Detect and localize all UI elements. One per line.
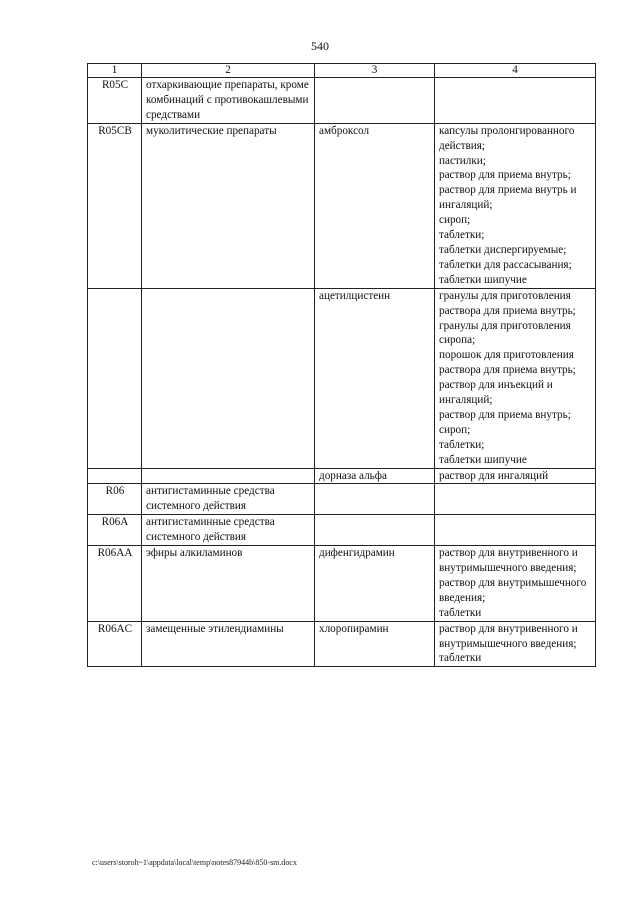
atc-code-cell: R06AA — [88, 546, 142, 622]
column-header: 4 — [435, 64, 596, 78]
group-cell: эфиры алкиламинов — [142, 546, 315, 622]
drug-cell — [315, 484, 435, 515]
forms-cell — [435, 484, 596, 515]
drug-cell: амброксол — [315, 123, 435, 288]
column-header: 3 — [315, 64, 435, 78]
dosage-form-item: таблетки; — [439, 229, 485, 242]
forms-cell — [435, 515, 596, 546]
drug-cell — [315, 515, 435, 546]
column-header: 2 — [142, 64, 315, 78]
atc-code-cell: R06 — [88, 484, 142, 515]
dosage-form-item: таблетки — [439, 652, 482, 665]
table-header-row — [88, 64, 596, 78]
drug-cell — [315, 78, 435, 124]
atc-code-cell: R05CB — [88, 123, 142, 288]
file-path-footer: c:\users\storoh~1\appdata\local\temp\notes87944b\850-sm.docx — [92, 858, 297, 867]
drug-cell: дорназа альфа — [315, 468, 435, 484]
forms-cell — [435, 546, 596, 622]
table-row — [88, 123, 596, 288]
dosage-form-item: пастилки; — [439, 154, 486, 167]
table-row — [88, 78, 596, 124]
drug-table — [87, 63, 596, 667]
atc-code-cell — [88, 468, 142, 484]
drug-cell: дифенгидрамин — [315, 546, 435, 622]
dosage-form-item: гранулы для приготовления сиропа; — [439, 319, 571, 347]
group-cell: антигистаминные средства системного действия — [142, 515, 315, 546]
forms-cell — [435, 123, 596, 288]
dosage-form-item: таблетки диспергируемые; — [439, 243, 567, 256]
dosage-form-item: капсулы пролонгированного действия; — [439, 124, 575, 152]
forms-cell — [435, 468, 596, 484]
atc-code-cell: R06AC — [88, 621, 142, 667]
dosage-form-item: раствор для ингаляций — [439, 469, 549, 482]
dosage-form-item: таблетки для рассасывания; — [439, 258, 572, 271]
group-cell: замещенные этилендиамины — [142, 621, 315, 667]
dosage-form-item: раствор для внутривенного и внутримышечного введения; — [439, 547, 578, 574]
dosage-form-item: таблетки — [439, 606, 482, 619]
forms-cell — [435, 621, 596, 667]
atc-code-cell: R06A — [88, 515, 142, 546]
group-cell — [142, 468, 315, 484]
group-cell: антигистаминные средства системного действия — [142, 484, 315, 515]
table-row — [88, 546, 596, 622]
dosage-form-item: таблетки; — [439, 438, 485, 451]
dosage-form-item: сироп; — [439, 423, 471, 436]
dosage-form-item: порошок для приготовления раствора для приема внутрь; — [439, 349, 576, 377]
dosage-form-item: сироп; — [439, 214, 471, 227]
atc-code-cell: R05C — [88, 78, 142, 124]
drug-cell: ацетилцистеин — [315, 288, 435, 468]
table-row — [88, 484, 596, 515]
table-row — [88, 288, 596, 468]
dosage-form-item: раствор для внутримышечного введения; — [439, 576, 587, 604]
forms-cell — [435, 78, 596, 124]
group-cell — [142, 288, 315, 468]
table-row — [88, 515, 596, 546]
table-row — [88, 621, 596, 667]
dosage-form-item: раствор для приема внутрь; — [439, 169, 571, 182]
group-cell: муколитические препараты — [142, 123, 315, 288]
dosage-form-item: таблетки шипучие — [439, 453, 527, 466]
dosage-form-item: гранулы для приготовления раствора для приема внутрь; — [439, 289, 576, 317]
atc-code-cell — [88, 288, 142, 468]
drug-cell: хлоропирамин — [315, 621, 435, 667]
dosage-form-item: раствор для внутривенного и внутримышечного введения; — [439, 622, 578, 650]
column-header: 1 — [88, 64, 142, 78]
dosage-form-item: раствор для приема внутрь и ингаляций; — [439, 184, 577, 212]
table-row — [88, 468, 596, 484]
group-cell: отхаркивающие препараты, кроме комбинаций с противокашлевыми средствами — [142, 78, 315, 124]
dosage-form-item: таблетки шипучие — [439, 273, 527, 286]
page-number: 540 — [311, 39, 329, 53]
forms-cell — [435, 288, 596, 468]
dosage-form-item: раствор для приема внутрь; — [439, 408, 571, 421]
dosage-form-item: раствор для инъекций и ингаляций; — [439, 379, 553, 407]
